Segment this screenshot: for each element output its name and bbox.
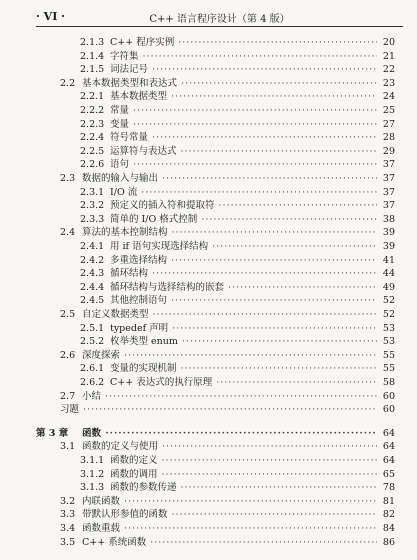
toc-entry-title: 变量 ····· — [110, 118, 377, 132]
toc-entry-page: 41 — [382, 254, 395, 266]
toc-entry — [0, 403, 417, 417]
toc-entry-number: 2.5.2 — [80, 336, 105, 348]
toc-entry-page: 64 — [382, 427, 395, 439]
toc-entry — [0, 281, 417, 295]
toc-entry-number: 2.7 — [60, 390, 76, 402]
toc-entry — [0, 335, 417, 349]
toc-entry-title: 深度探索 ····· — [82, 349, 377, 363]
toc-entry-title: 循环结构与选择结构的嵌套 ····· — [110, 281, 377, 295]
toc-entry-title: I/O 流 ····· — [110, 186, 377, 200]
toc-entry-title: 带默认形参值的函数 ····· — [82, 508, 377, 522]
toc-entry-page: 82 — [382, 509, 395, 521]
toc-entry — [0, 390, 417, 404]
toc-entry-number: 2.2.4 — [80, 132, 105, 144]
toc-entry-title: 函数的定义 ····· — [110, 454, 377, 468]
toc-entry-page: 20 — [382, 37, 395, 48]
toc-entry-number: 3.1.2 — [80, 468, 105, 480]
toc-entry-number: 2.1.4 — [80, 50, 105, 62]
toc-entry-number: 2.4.1 — [80, 241, 105, 252]
running-header — [36, 8, 403, 27]
toc-entry — [0, 362, 417, 376]
toc-entry-title: C++ 表达式的执行原理 ····· — [110, 376, 377, 390]
toc-chapter-entry — [0, 427, 417, 441]
toc-entry-number: 2.2.1 — [80, 91, 105, 103]
toc-entry — [0, 50, 417, 64]
toc-entry — [0, 172, 417, 186]
toc-entry-title: 函数重载 ····· — [82, 522, 377, 536]
toc-entry-title: 函数 ····· — [82, 427, 377, 441]
toc-entry-number: 3.3 — [60, 509, 76, 521]
toc-entry — [0, 440, 417, 454]
toc-entry-number: 3.5 — [60, 536, 76, 548]
toc-entry-page: 86 — [382, 536, 395, 548]
toc-entry-title: 字符集 ····· — [110, 50, 377, 64]
toc-entry-title: 简单的 I/O 格式控制 ····· — [110, 213, 377, 227]
toc-entry-page: 78 — [382, 482, 395, 494]
toc-entry — [0, 118, 417, 132]
toc-entry — [0, 254, 417, 268]
toc-entry-title: 基本数据类型和表达式 ····· — [82, 77, 377, 91]
toc-entry-title: 枚举类型 enum ····· — [110, 335, 377, 349]
toc-entry-page: 38 — [382, 213, 395, 225]
toc-entry — [0, 104, 417, 118]
toc-entry-number: 2.4.4 — [80, 281, 105, 293]
toc-entry-page: 52 — [382, 309, 395, 320]
toc-entry-number: 2.2 — [60, 77, 76, 89]
toc-entry-title: 自定义数据类型 ····· — [82, 308, 377, 322]
toc-entry-page: 49 — [382, 281, 395, 293]
toc-entry-page: 64 — [382, 455, 395, 466]
toc-entry-number: 2.1.5 — [80, 64, 105, 76]
toc-entry-title: 用 if 语句实现选择结构 ····· — [110, 240, 377, 254]
toc-entry-title: 算法的基本控制结构 ····· — [82, 226, 377, 240]
toc-entry-number: 2.2.2 — [80, 105, 105, 116]
toc-entry — [0, 213, 417, 227]
toc-entry-title: 常量 ····· — [110, 104, 377, 118]
toc-entry — [0, 495, 417, 509]
toc-entry — [0, 468, 417, 482]
toc-entry-number: 2.4 — [60, 227, 76, 239]
toc-entry — [0, 536, 417, 550]
toc-entry — [0, 77, 417, 91]
toc-entry-title: 基本数据类型 ····· — [110, 90, 377, 104]
toc-entry-title: 数据的输入与输出 ····· — [82, 172, 377, 186]
toc-entry-title: 小结 ····· — [82, 390, 377, 404]
toc-entry-title: 其他控制语句 ····· — [110, 294, 377, 308]
toc-entry-number: 3.1.1 — [80, 455, 105, 466]
toc-entry-title: 习题 ····· — [60, 403, 377, 417]
toc-entry-title: typedef 声明 ····· — [110, 322, 377, 336]
toc-entry-page: 37 — [382, 159, 395, 171]
page-number-label: · VI · — [36, 10, 65, 23]
toc-entry-page: 39 — [382, 227, 395, 239]
toc-entry-number: 2.6.2 — [80, 377, 105, 388]
toc-entry-number: 2.3.1 — [80, 186, 105, 198]
toc-entry-page: 81 — [382, 495, 395, 507]
toc-entry — [0, 454, 417, 468]
toc-entry-page: 44 — [382, 268, 395, 280]
toc-entry — [0, 481, 417, 495]
toc-entry — [0, 240, 417, 254]
toc-entry-number: 2.4.5 — [80, 295, 105, 307]
toc-entry-page: 37 — [382, 200, 395, 212]
toc-entry — [0, 199, 417, 213]
toc-entry-number: 3.4 — [60, 523, 76, 534]
toc-entry-number: 2.3.2 — [80, 200, 105, 212]
toc-entry — [0, 267, 417, 281]
toc-entry — [0, 522, 417, 536]
toc-entry-page: 65 — [382, 468, 395, 480]
toc-entry-page: 21 — [382, 50, 395, 62]
toc-entry-number: 2.2.5 — [80, 145, 105, 157]
toc-entry-title: 词法记号 ····· — [110, 63, 377, 77]
toc-entry — [0, 294, 417, 308]
toc-entry-number: 3.1.3 — [80, 482, 105, 494]
toc-entry-page: 37 — [382, 186, 395, 198]
toc-entry-title: 变量的实现机制 ····· — [110, 362, 377, 376]
toc-entry-number: 2.3 — [60, 173, 76, 184]
toc-entry-page: 58 — [382, 377, 395, 388]
toc-entry-page: 84 — [382, 523, 395, 534]
toc-entry-title: 内联函数 ····· — [82, 495, 377, 509]
toc-entry-page: 29 — [382, 145, 395, 157]
toc-entry — [0, 322, 417, 336]
toc-entry-number: 3.2 — [60, 495, 76, 507]
toc-entry — [0, 376, 417, 390]
toc-entry-title: 符号常量 ····· — [110, 131, 377, 145]
toc-entry-page: 55 — [382, 349, 395, 361]
toc-entry-number: 2.6 — [60, 349, 76, 361]
toc-entry-page: 24 — [382, 91, 395, 103]
toc-entry-title: C++ 程序实例 ····· — [110, 36, 377, 50]
toc-entry-number: 第 3 章 — [36, 427, 69, 439]
toc-entry-page: 25 — [382, 105, 395, 116]
toc-entry-title: 函数的参数传递 ····· — [110, 481, 377, 495]
toc-entry-page: 39 — [382, 241, 395, 252]
toc-entry-number: 2.5 — [60, 309, 76, 320]
toc-entry — [0, 349, 417, 363]
toc-entry-title: 循环结构 ····· — [110, 267, 377, 281]
toc-entry-page: 53 — [382, 322, 395, 334]
toc-entry — [0, 308, 417, 322]
toc-entry-title: 预定义的插入符和提取符 ····· — [110, 199, 377, 213]
toc-entry — [0, 508, 417, 522]
toc-entry — [0, 36, 417, 50]
toc-entry-title: 语句 ····· — [110, 158, 377, 172]
toc-entry-number: 2.4.3 — [80, 268, 105, 280]
toc-entry-number: 2.4.2 — [80, 254, 105, 266]
book-title: C++ 语言程序设计（第 4 版） — [149, 14, 290, 25]
toc-entry-number: 2.3.3 — [80, 213, 105, 225]
toc-entry-page: 64 — [382, 441, 395, 453]
toc-entry-number: 2.2.6 — [80, 159, 105, 171]
toc-entry-number: 2.6.1 — [80, 363, 105, 375]
toc-entry-title: 函数的调用 ····· — [110, 468, 377, 482]
toc-entry-title: 函数的定义与使用 ····· — [82, 440, 377, 454]
toc-entry-title: 多重选择结构 ····· — [110, 254, 377, 268]
toc-entry-title: C++ 系统函数 ····· — [82, 536, 377, 550]
toc-entry-page: 37 — [382, 173, 395, 184]
toc-entry — [0, 226, 417, 240]
toc-entry-number: 2.2.3 — [80, 118, 105, 130]
toc-entry-page: 23 — [382, 77, 395, 89]
toc-entry — [0, 90, 417, 104]
toc-entry-title: 运算符与表达式 ····· — [110, 145, 377, 159]
toc-entry-page: 27 — [382, 118, 395, 130]
toc-entry — [0, 145, 417, 159]
toc-entry-number: 2.5.1 — [80, 322, 105, 334]
toc-entry-page: 22 — [382, 64, 395, 76]
toc-entry-page: 60 — [382, 404, 395, 416]
toc-entry-page: 55 — [382, 363, 395, 375]
toc-entry — [0, 63, 417, 77]
toc-entry-page: 60 — [382, 390, 395, 402]
toc-entry — [0, 131, 417, 145]
toc-entry-page: 28 — [382, 132, 395, 144]
toc-entry — [0, 158, 417, 172]
toc-entry — [0, 186, 417, 200]
toc-entry-number: 2.1.3 — [80, 37, 105, 48]
toc-entry-page: 53 — [382, 336, 395, 348]
toc-entry-page: 52 — [382, 295, 395, 307]
toc-entry-number: 3.1 — [60, 441, 76, 453]
